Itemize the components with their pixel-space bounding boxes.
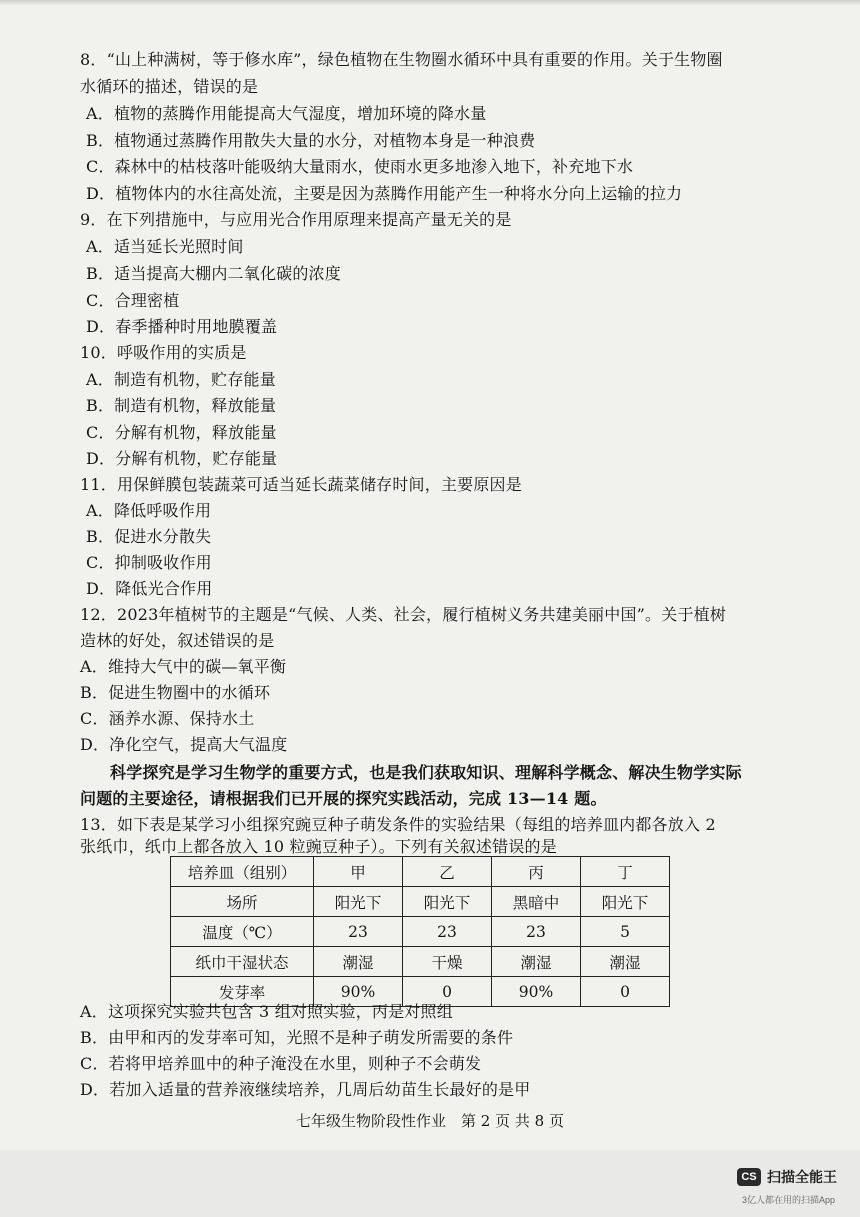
section-intro-line1: 科学探究是学习生物学的重要方式，也是我们获取知识、理解科学概念、解决生物学实际	[110, 763, 742, 782]
q11-option-b: B．促进水分散失	[86, 527, 212, 546]
table-cell: 阳光下	[314, 887, 403, 917]
q10-option-c: C．分解有机物，释放能量	[86, 423, 277, 442]
q8-stem-line2: 水循环的描述，错误的是	[80, 77, 259, 96]
q10-option-d: D．分解有机物，贮存能量	[86, 449, 278, 468]
table-cell: 潮湿	[492, 947, 581, 977]
q13-stem-line2: 张纸巾，纸巾上都各放入 10 粒豌豆种子）。下列有关叙述错误的是	[80, 837, 557, 856]
table-row	[171, 947, 670, 977]
table-header-cell: 丙	[492, 857, 581, 887]
table-cell: 潮湿	[581, 947, 670, 977]
table-header-cell: 甲	[314, 857, 403, 887]
q9-stem: 9．在下列措施中，与应用光合作用原理来提高产量无关的是	[80, 210, 512, 229]
table-header-cell: 乙	[403, 857, 492, 887]
germination-table	[170, 856, 670, 1007]
q11-stem: 11．用保鲜膜包装蔬菜可适当延长蔬菜储存时间，主要原因是	[80, 475, 522, 494]
table-cell: 纸巾干湿状态	[171, 947, 314, 977]
table-cell: 90%	[314, 977, 403, 1007]
q12-stem-line2: 造林的好处，叙述错误的是	[80, 631, 275, 650]
q8-option-d: D．植物体内的水往高处流，主要是因为蒸腾作用能产生一种将水分向上运输的拉力	[86, 184, 683, 203]
q12-option-d: D．净化空气，提高大气温度	[80, 735, 288, 754]
watermark-tagline: 3亿人都在用的扫描App	[742, 1195, 836, 1205]
page-footer: 七年级生物阶段性作业 第 2 页 共 8 页	[296, 1112, 564, 1130]
table-cell: 潮湿	[314, 947, 403, 977]
q8-option-a: A．植物的蒸腾作用能提高大气湿度，增加环境的降水量	[86, 104, 487, 123]
q8-option-c: C．森林中的枯枝落叶能吸纳大量雨水，使雨水更多地渗入地下，补充地下水	[86, 157, 634, 176]
table-header-row	[171, 857, 670, 887]
watermark-app-name: 扫描全能王	[767, 1169, 837, 1185]
q9-option-b: B．适当提高大棚内二氧化碳的浓度	[86, 264, 341, 283]
table-cell: 90%	[492, 977, 581, 1007]
q10-stem: 10．呼吸作用的实质是	[80, 343, 247, 362]
q8-stem-line1: 8．“山上种满树，等于修水库”，绿色植物在生物圈水循环中具有重要的作用。关于生物圈	[80, 50, 723, 69]
table-cell: 阳光下	[581, 887, 670, 917]
q11-option-a: A．降低呼吸作用	[86, 501, 212, 520]
q12-stem-line1: 12．2023年植树节的主题是“气候、人类、社会，履行植树义务共建美丽中国”。关于植树	[80, 605, 727, 624]
table-cell: 黑暗中	[492, 887, 581, 917]
q13-option-c: C．若将甲培养皿中的种子淹没在水里，则种子不会萌发	[80, 1054, 482, 1073]
q8-option-b: B．植物通过蒸腾作用散失大量的水分，对植物本身是一种浪费	[86, 131, 536, 150]
section-intro-line2: 问题的主要途径，请根据我们已开展的探究实践活动，完成 13—14 题。	[80, 789, 607, 808]
table-header-cell: 培养皿（组别）	[171, 857, 314, 887]
table-cell: 干燥	[403, 947, 492, 977]
table-cell: 0	[403, 977, 492, 1007]
q12-option-c: C．涵养水源、保持水土	[80, 709, 255, 728]
q11-option-d: D．降低光合作用	[86, 579, 213, 598]
q9-option-d: D．春季播种时用地膜覆盖	[86, 317, 278, 336]
table-cell: 23	[314, 917, 403, 947]
q9-option-a: A．适当延长光照时间	[86, 237, 244, 256]
table-cell: 23	[403, 917, 492, 947]
q13-stem-line1: 13．如下表是某学习小组探究豌豆种子萌发条件的实验结果（每组的培养皿内都各放入 2	[80, 815, 716, 834]
q9-option-c: C．合理密植	[86, 291, 180, 310]
table-cell: 23	[492, 917, 581, 947]
table-cell: 5	[581, 917, 670, 947]
q10-option-a: A．制造有机物，贮存能量	[86, 370, 276, 389]
q13-option-d: D．若加入适量的营养液继续培养，几周后幼苗生长最好的是甲	[80, 1080, 531, 1099]
q12-option-a: A．维持大气中的碳—氧平衡	[80, 657, 287, 676]
q12-option-b: B．促进生物圈中的水循环	[80, 683, 271, 702]
table-header-cell: 丁	[581, 857, 670, 887]
table-cell: 温度（℃）	[171, 917, 314, 947]
table-cell: 0	[581, 977, 670, 1007]
table-row	[171, 887, 670, 917]
q13-option-a: A．这项探究实验共包含 3 组对照实验，丙是对照组	[80, 1002, 453, 1021]
table-row	[171, 917, 670, 947]
q13-option-b: B．由甲和丙的发芽率可知，光照不是种子萌发所需要的条件	[80, 1028, 514, 1047]
q11-option-c: C．抑制吸收作用	[86, 553, 212, 572]
table-cell: 场所	[171, 887, 314, 917]
camscanner-logo-icon: CS	[737, 1168, 761, 1186]
table-cell: 发芽率	[171, 977, 314, 1007]
q10-option-b: B．制造有机物，释放能量	[86, 396, 277, 415]
table-cell: 阳光下	[403, 887, 492, 917]
